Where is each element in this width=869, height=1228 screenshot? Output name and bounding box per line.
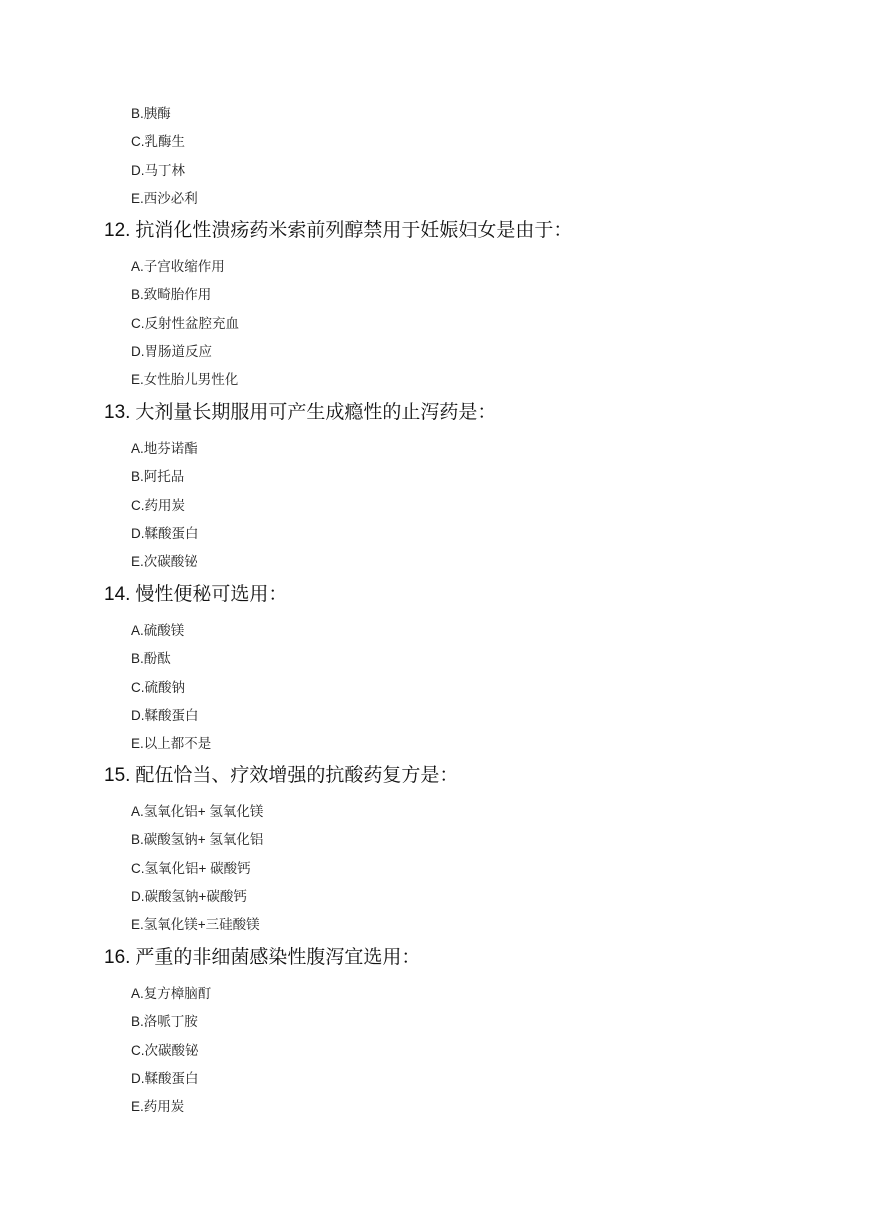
question-title <box>104 761 458 791</box>
option-e: E.以上都不是 <box>131 736 212 752</box>
option-d: D.鞣酸蛋白 <box>131 525 199 541</box>
option-list <box>131 253 572 394</box>
question-14 <box>104 580 287 758</box>
option-e: E.西沙必利 <box>131 190 198 206</box>
question-15 <box>104 761 458 939</box>
option-b: B.阿托品 <box>131 469 185 485</box>
question-16 <box>104 943 420 1121</box>
question-title <box>104 580 287 610</box>
option-b: B.致畸胎作用 <box>131 287 212 303</box>
option-e: E.药用炭 <box>131 1099 185 1115</box>
option-d: D.碳酸氢钠+碳酸钙 <box>131 888 247 904</box>
option-b: B.碳酸氢钠+ 氢氧化铝 <box>131 832 264 848</box>
option-b: B.洛哌丁胺 <box>131 1014 198 1030</box>
option-b: B.酚酞 <box>131 651 171 667</box>
question-title <box>104 943 420 973</box>
question-text: 慢性便秘可选用： <box>135 584 288 605</box>
option-a: A.子宫收缩作用 <box>131 259 225 274</box>
question-text: 严重的非细菌感染性腹泻宜选用： <box>135 947 421 968</box>
option-d: D.马丁林 <box>131 162 185 178</box>
question-number: 13. <box>104 402 131 423</box>
option-e: E.次碳酸铋 <box>131 554 198 570</box>
option-c: C.药用炭 <box>131 497 185 513</box>
option-a: A.地芬诺酯 <box>131 441 198 456</box>
question-12 <box>104 216 572 394</box>
option-list <box>131 435 496 576</box>
question-13 <box>104 398 496 576</box>
option-c: C.硫酸钠 <box>131 679 185 695</box>
question-number: 12. <box>104 220 131 241</box>
question-title <box>104 216 572 246</box>
option-list <box>131 617 287 758</box>
option-c: C.氢氧化铝+ 碳酸钙 <box>131 860 251 876</box>
option-list <box>131 798 458 939</box>
option-list <box>131 100 198 213</box>
question-number: 15. <box>104 765 131 786</box>
option-a: A.氢氧化铝+ 氢氧化镁 <box>131 804 264 819</box>
option-b: B.胰酶 <box>131 106 171 121</box>
option-a: A.硫酸镁 <box>131 623 185 638</box>
option-e: E.氢氧化镁+三硅酸镁 <box>131 917 260 933</box>
option-c: C.次碳酸铋 <box>131 1042 199 1058</box>
option-list <box>131 980 420 1121</box>
question-text: 配伍恰当、疗效增强的抗酸药复方是： <box>135 765 459 786</box>
option-c: C.反射性盆腔充血 <box>131 315 239 331</box>
previous-question-options <box>131 100 198 213</box>
option-d: D.胃肠道反应 <box>131 343 212 359</box>
question-text: 抗消化性溃疡药米索前列醇禁用于妊娠妇女是由于： <box>135 220 573 241</box>
option-d: D.鞣酸蛋白 <box>131 1070 199 1086</box>
option-c: C.乳酶生 <box>131 134 185 150</box>
question-text: 大剂量长期服用可产生成瘾性的止泻药是： <box>135 402 497 423</box>
option-e: E.女性胎儿男性化 <box>131 372 239 388</box>
option-a: A.复方樟脑酊 <box>131 986 212 1001</box>
question-number: 14. <box>104 584 131 605</box>
question-title <box>104 398 496 428</box>
option-d: D.鞣酸蛋白 <box>131 707 199 723</box>
question-number: 16. <box>104 947 131 968</box>
